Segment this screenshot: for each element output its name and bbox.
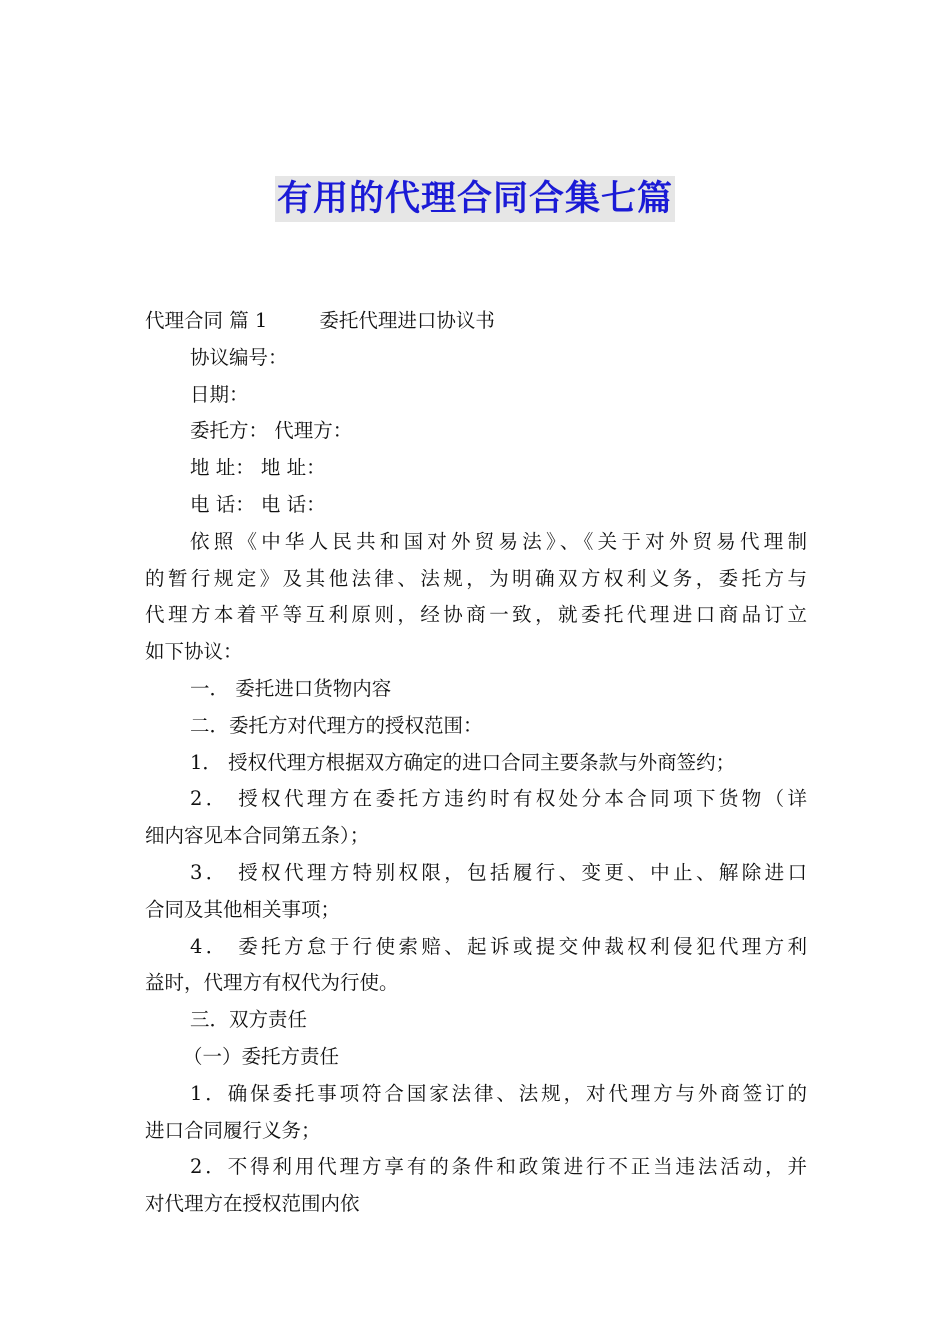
clause-item: 1． 授权代理方根据双方确定的进口合同主要条款与外商签约； xyxy=(190,750,736,774)
address-line: 地 址： 地 址： xyxy=(190,456,326,480)
section-number: 代理合同 篇 1 xyxy=(145,309,268,332)
clause-item-continued: 对代理方在授权范围内依 xyxy=(145,1192,360,1216)
clause-item: 4． 委托方怠于行使索赔、起诉或提交仲裁权利侵犯代理方利 xyxy=(190,934,807,958)
section-heading xyxy=(145,303,807,340)
document-body xyxy=(145,303,807,1223)
title-container xyxy=(0,176,950,222)
clause-item: 3． 授权代理方特别权限，包括履行、变更、中止、解除进口 xyxy=(190,860,807,884)
document-title: 有用的代理合同合集七篇 xyxy=(275,176,675,222)
sub-clause-heading: （一）委托方责任 xyxy=(183,1044,340,1068)
clause-heading: 三．双方责任 xyxy=(190,1008,308,1032)
paragraph-line: 的暂行规定》及其他法律、法规，为明确双方权利义务，委托方与 xyxy=(145,566,807,590)
parties-line: 委托方： 代理方： xyxy=(190,419,353,443)
clause-heading: 一． 委托进口货物内容 xyxy=(190,676,392,700)
phone-line: 电 话： 电 话： xyxy=(190,492,326,516)
clause-item-continued: 益时，代理方有权代为行使。 xyxy=(145,971,399,995)
section-title: 委托代理进口协议书 xyxy=(319,309,495,332)
paragraph-line: 如下协议： xyxy=(145,640,243,664)
paragraph-line: 代理方本着平等互利原则，经协商一致，就委托代理进口商品订立 xyxy=(145,603,807,627)
agreement-number: 协议编号： xyxy=(190,345,288,369)
clause-item-continued: 进口合同履行义务； xyxy=(145,1118,321,1142)
date-line: 日期： xyxy=(190,382,249,406)
clause-item: 1．确保委托事项符合国家法律、法规，对代理方与外商签订的 xyxy=(190,1081,807,1105)
clause-heading: 二．委托方对代理方的授权范围： xyxy=(190,713,483,737)
clause-item: 2．不得利用代理方享有的条件和政策进行不正当违法活动，并 xyxy=(190,1155,807,1179)
clause-item-continued: 细内容见本合同第五条）； xyxy=(145,824,370,848)
clause-item: 2． 授权代理方在委托方违约时有权处分本合同项下货物（详 xyxy=(190,787,807,811)
paragraph-line: 依照《中华人民共和国对外贸易法》、《关于对外贸易代理制 xyxy=(190,529,807,553)
clause-item-continued: 合同及其他相关事项； xyxy=(145,897,341,921)
